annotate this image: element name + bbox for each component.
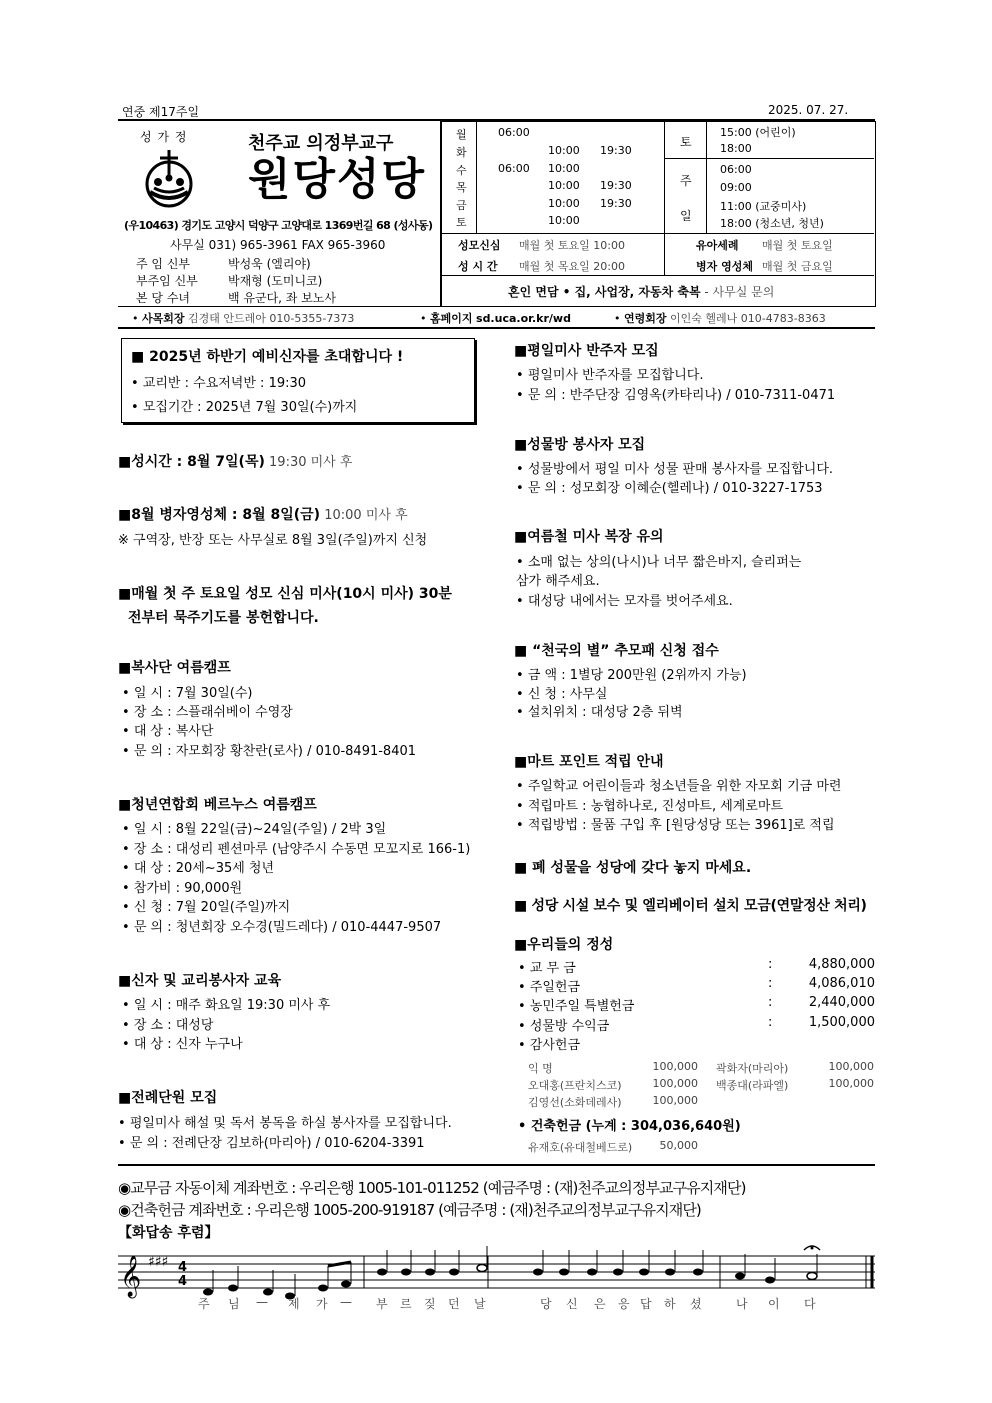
thanks-amount-2: 100,000 [828, 1060, 874, 1073]
parish-logo [138, 148, 200, 208]
info-label-2: 유아세례 [696, 239, 739, 252]
dress-item-2: 삼가 해주세요. [516, 574, 600, 589]
info-value-4: 매월 첫 금요일 [762, 260, 833, 273]
time-tue-3: 19:30 [600, 144, 632, 157]
lyric: 다 [804, 1297, 816, 1311]
offering-amount-1: 4,880,000 [808, 957, 875, 972]
rosary-notice-2: 전부터 묵주기도를 봉헌합니다. [128, 610, 319, 626]
psalm-response-title: 【화답송 후렴】 [118, 1225, 219, 1241]
youth-camp-item-1: • 일 시 : 8월 22일(금)~24일(주일) / 2박 3일 [122, 822, 387, 837]
lyric: 답 [640, 1297, 652, 1311]
staff-name-1: 박성욱 (엘리야) [228, 257, 311, 271]
lyric: 가 [316, 1297, 328, 1311]
mart-item-1: • 주일학교 어린이들과 청소년들을 위한 자모회 기금 마련 [516, 779, 842, 794]
lyric: 응 [618, 1297, 630, 1311]
thanks-name-5: 김영선(소화데레사) [528, 1096, 622, 1109]
shop-item-1: • 성물방에서 평일 미사 성물 판매 봉사자를 모집합니다. [516, 462, 834, 477]
liturgy-team-item-2: • 문 의 : 전례단장 김보하(마리아) / 010-6204-3391 [118, 1136, 425, 1151]
youth-camp-item-2: • 장 소 : 대성리 펜션마루 (남양주시 수동면 모꼬지로 166-1) [122, 842, 471, 857]
lyric: 신 [566, 1297, 578, 1311]
building-donor: 유재호(유대철베드로) [528, 1141, 633, 1154]
sun-label-1: 주 [680, 174, 692, 188]
thanks-offering-label: • 감사헌금 [518, 1038, 581, 1053]
schedule-box [440, 121, 876, 307]
lyric: 이 [768, 1297, 780, 1311]
thanks-name-4: 백종대(라파엘) [716, 1079, 789, 1092]
youth-camp-item-6: • 문 의 : 청년회장 오수경(밀드레다) / 010-4447-9507 [122, 920, 442, 935]
staff-role-3: 본 당 수녀 [136, 291, 190, 305]
building-fund-label: • 건축헌금 (누계 : 304,036,640원) [518, 1119, 741, 1134]
building-amount: 50,000 [659, 1139, 698, 1152]
thanks-name-3: 오대홍(프란치스코) [528, 1079, 622, 1092]
education-item-2: • 장 소 : 대성당 [122, 1018, 214, 1033]
mart-item-2: • 적립마트 : 농협하나로, 진성마트, 세계로마트 [516, 799, 784, 814]
rosary-notice-1: ■매월 첫 주 토요일 성모 신심 미사(10시 미사) 30분 [118, 586, 452, 602]
organist-recruit-title: ■평일미사 반주자 모집 [514, 343, 659, 359]
memorial-plaque-title: ■ “천국의 별” 추모패 신청 접수 [514, 643, 719, 659]
offering-label-4: • 성물방 수익금 [518, 1019, 610, 1034]
info-label-1: 성모신심 [458, 239, 501, 252]
sat-time-2: 18:00 [720, 142, 752, 155]
lyric: — [340, 1295, 352, 1309]
svg-text:♯♯♯: ♯♯♯ [148, 1254, 169, 1270]
lyric: — [256, 1295, 268, 1309]
lyric: 제 [288, 1297, 300, 1311]
info-value-1: 매월 첫 토요일 10:00 [519, 239, 625, 252]
homepage: • 홈페이지 sd.uca.or.kr/wd [420, 312, 571, 325]
education-item-1: • 일 시 : 매주 화요일 19:30 미사 후 [122, 998, 331, 1013]
time-sat-2: 10:00 [548, 214, 580, 227]
mart-point-title: ■마트 포인트 적립 안내 [514, 754, 664, 770]
youth-camp-item-3: • 대 상 : 20세~35세 청년 [122, 861, 275, 876]
sun-label-2: 일 [680, 209, 692, 223]
dress-item-3: • 대성당 내에서는 모자를 벗어주세요. [516, 594, 733, 609]
sun-time-1: 06:00 [720, 163, 752, 176]
lyric: 당 [540, 1297, 552, 1311]
offering-label-2: • 주일헌금 [518, 980, 581, 995]
dress-item-1: • 소매 없는 상의(나시)나 너무 짧은바지, 슬리퍼는 [516, 555, 802, 570]
lyric: 주 [198, 1297, 210, 1311]
time-fri-3: 19:30 [600, 197, 632, 210]
dues-account: ◉교무금 자동이체 계좌번호 : 우리은행 1005-101-011252 (예금주명 : (재)천주교의정부교구유지재단) [118, 1179, 746, 1197]
offering-amount-2: 4,086,010 [808, 976, 875, 991]
lyric: 은 [594, 1297, 606, 1311]
shop-volunteer-title: ■성물방 봉사자 모집 [514, 437, 646, 453]
altar-camp-item-1: • 일 시 : 7월 30일(수) [122, 686, 253, 701]
funeral-council-president: • 연령회장 이인숙 헬레나 010-4783-8363 [614, 312, 826, 325]
church-label: 성 가 정 [140, 130, 188, 144]
info-value-2: 매월 첫 토요일 [762, 239, 833, 252]
info-value-3: 매월 첫 목요일 20:00 [519, 260, 625, 273]
liturgical-week: 연중 제17주일 [122, 105, 200, 119]
parish-name: 원당성당 [248, 154, 427, 205]
time-mon-1: 06:00 [498, 126, 530, 139]
staff-role-1: 주 임 신부 [136, 257, 190, 271]
council-president: • 사목회장 김경태 안드레아 010-5355-7373 [132, 312, 355, 325]
lyric: 셨 [690, 1297, 702, 1311]
info-label-3: 성 시 간 [458, 260, 498, 273]
lyric: 르 [400, 1297, 412, 1311]
day-wed: 수 [456, 164, 467, 177]
altar-server-camp-title: ■복사단 여름캠프 [118, 660, 231, 676]
old-items-notice: ■ 폐 성물을 성당에 갖다 놓지 마세요. [514, 860, 752, 876]
thanks-amount-1: 100,000 [652, 1060, 698, 1073]
time-fri-2: 10:00 [548, 197, 580, 210]
shop-item-2: • 문 의 : 성모회장 이혜순(헬레나) / 010-3227-1753 [516, 481, 823, 496]
youth-camp-item-5: • 신 청 : 7월 20일(주일)까지 [122, 900, 291, 915]
staff-name-2: 박재형 (도미니코) [228, 274, 323, 288]
building-account: ◉건축헌금 계좌번호 : 우리은행 1005-200-919187 (예금주명 : (재)천주교의정부교구유지재단) [118, 1201, 701, 1219]
parish-address: (우10463) 경기도 고양시 덕양구 고양대로 1369번길 68 (성사동) [124, 219, 433, 232]
diocese-name: 천주교 의정부교구 [248, 133, 394, 154]
youth-camp-item-4: • 참가비 : 90,000원 [122, 881, 243, 896]
catechumen-title: ■ 2025년 하반기 예비신자를 초대합니다 ! [131, 349, 404, 365]
catechumen-class: • 교리반 : 수요저녁반 : 19:30 [131, 376, 307, 391]
time-wed-1: 06:00 [498, 162, 530, 175]
lyric: 하 [664, 1297, 676, 1311]
catechist-education-title: ■신자 및 교리봉사자 교육 [118, 973, 282, 989]
day-fri: 금 [456, 199, 467, 212]
lyric: 던 [448, 1297, 460, 1311]
thanks-amount-4: 100,000 [828, 1077, 874, 1090]
time-thu-2: 10:00 [548, 179, 580, 192]
altar-camp-item-4: • 문 의 : 자모회장 황찬란(로사) / 010-8491-8401 [122, 744, 417, 759]
plaque-item-2: • 신 청 : 사무실 [516, 687, 608, 702]
offering-colon-3: : [768, 995, 773, 1010]
time-wed-2: 10:00 [548, 162, 580, 175]
thanks-amount-3: 100,000 [652, 1077, 698, 1090]
catechumen-deadline: • 모집기간 : 2025년 7월 30일(수)까지 [131, 400, 358, 415]
offering-colon-2: : [768, 976, 773, 991]
offering-amount-4: 1,500,000 [808, 1015, 875, 1030]
holy-hour: ■성시간 : 8월 7일(목) 19:30 미사 후 [118, 454, 353, 470]
staff-name-3: 백 유군다, 좌 보노사 [228, 291, 336, 305]
time-thu-3: 19:30 [600, 179, 632, 192]
svg-text:4: 4 [178, 1260, 188, 1275]
lyric: 날 [474, 1297, 486, 1311]
mart-item-3: • 적립방법 : 물품 구입 후 [원당성당 또는 3961]로 적립 [516, 818, 835, 833]
offering-colon-4: : [768, 1015, 773, 1030]
youth-camp-title: ■청년연합회 베르누스 여름캠프 [118, 797, 317, 813]
offering-amount-3: 2,440,000 [808, 995, 875, 1010]
organist-item-1: • 평일미사 반주자를 모집합니다. [516, 368, 704, 383]
day-thu: 목 [456, 181, 467, 194]
time-tue-2: 10:00 [548, 144, 580, 157]
blessing-notice: 혼인 면담 • 집, 사업장, 자동차 축복 - 사무실 문의 [508, 285, 775, 299]
organist-item-2: • 문 의 : 반주단장 김영옥(카타리나) / 010-7311-0471 [516, 388, 836, 403]
lyric: 나 [736, 1297, 748, 1311]
office-phone: 사무실 031) 965-3961 FAX 965-3960 [170, 238, 386, 252]
offering-label-3: • 농민주일 특별헌금 [518, 999, 635, 1014]
education-item-3: • 대 상 : 신자 누구나 [122, 1037, 243, 1052]
sick-communion-note: ※ 구역장, 반장 또는 사무실로 8월 3일(주일)까지 신청 [118, 533, 428, 548]
svg-text:4: 4 [178, 1274, 188, 1289]
lyric: 짖 [424, 1297, 436, 1311]
offering-label-1: • 교 무 금 [518, 961, 576, 976]
sun-time-3: 11:00 (교중미사) [720, 200, 807, 213]
lyric: 님 [228, 1297, 240, 1311]
liturgy-team-title: ■전례단원 모집 [118, 1090, 218, 1106]
offering-colon-1: : [768, 957, 773, 972]
dress-code-title: ■여름철 미사 복장 유의 [514, 529, 664, 545]
svg-text:𝄞: 𝄞 [120, 1256, 142, 1297]
thanks-name-1: 익 명 [528, 1062, 553, 1075]
altar-camp-item-2: • 장 소 : 스플래쉬베이 수영장 [122, 705, 293, 720]
plaque-item-3: • 설치위치 : 대성당 2층 뒤벽 [516, 705, 683, 720]
thanks-name-2: 곽화자(마리아) [716, 1062, 789, 1075]
bulletin-date: 2025. 07. 27. [768, 103, 849, 117]
day-sat-weekday: 토 [456, 216, 467, 229]
sun-time-2: 09:00 [720, 181, 752, 194]
sat-time-1: 15:00 (어린이) [720, 126, 796, 139]
staff-role-2: 부주임 신부 [136, 274, 198, 288]
altar-camp-item-3: • 대 상 : 복사단 [122, 724, 214, 739]
day-tue: 화 [456, 146, 467, 159]
facility-fund-notice: ■ 성당 시설 보수 및 엘리베이터 설치 모금(연말정산 처리) [514, 898, 867, 914]
thanks-amount-5: 100,000 [652, 1094, 698, 1107]
liturgy-team-item-1: • 평일미사 해설 및 독서 봉독을 하실 봉사자를 모집합니다. [118, 1116, 452, 1131]
plaque-item-1: • 금 액 : 1별당 200만원 (2위까지 가능) [516, 668, 747, 683]
sat-label: 토 [680, 135, 692, 149]
day-mon: 월 [456, 128, 467, 141]
offerings-title: ■우리들의 정성 [514, 937, 614, 953]
sun-time-4: 18:00 (청소년, 청년) [720, 217, 824, 230]
sick-communion: ■8월 병자영성체 : 8월 8일(금) 10:00 미사 후 [118, 507, 408, 523]
lyric: 부 [376, 1297, 388, 1311]
info-label-4: 병자 영성체 [696, 260, 753, 273]
